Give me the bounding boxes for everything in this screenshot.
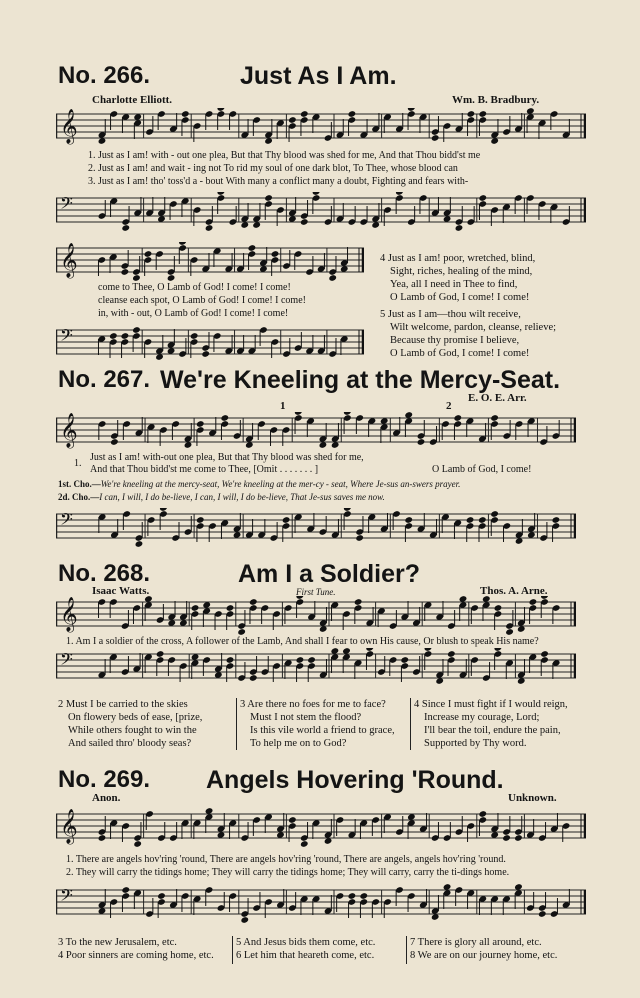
notehead (167, 274, 176, 282)
notehead (307, 656, 316, 664)
hymn-title: Am I a Soldier? (238, 560, 420, 588)
verse-5: 5 Just as I am—thou wilt receive, Wilt welcome, pardon, cleanse, relieve; Because thy promise I believe, O Lamb of God, I come! I come! (380, 309, 557, 359)
column-divider (410, 698, 411, 750)
treble-clef-icon: 𝄞 (60, 243, 78, 278)
notehead (514, 834, 523, 842)
notehead (178, 242, 187, 246)
tune-label: First Tune. (296, 587, 336, 597)
notehead (220, 414, 229, 422)
treble-staff (56, 808, 586, 848)
notehead (109, 332, 118, 340)
notehead (400, 656, 409, 664)
hymn-267-header (58, 366, 150, 394)
bass-staff (56, 508, 576, 550)
notehead (248, 244, 257, 252)
treble-staff (56, 596, 576, 636)
notehead (190, 332, 199, 340)
treble-clef-icon: 𝄞 (60, 413, 78, 448)
notehead (240, 916, 249, 924)
words-credit: Anon. (92, 792, 121, 804)
words-credit: Charlotte Elliott. (92, 94, 173, 106)
lyric-line: Just as I am! with-out one plea, But that Thy blood was shed for me, (90, 452, 364, 463)
notehead (217, 192, 226, 196)
notehead (135, 540, 144, 548)
verse-number: 1. (74, 458, 82, 469)
hymn-number: No. 266. (58, 62, 151, 89)
notehead (424, 648, 433, 652)
bass-staff (56, 884, 586, 926)
notehead (159, 508, 168, 512)
notehead (552, 516, 561, 524)
hymn-title: Angels Hovering 'Round. (206, 766, 504, 794)
notehead (502, 834, 511, 842)
treble-staff (56, 412, 576, 452)
column-divider (236, 698, 237, 750)
hymn-title: We're Kneeling at the Mercy-Seat. (160, 366, 561, 394)
notehead (121, 332, 130, 340)
notehead (365, 648, 374, 652)
notehead (404, 516, 413, 524)
notehead (447, 650, 456, 658)
notehead (282, 516, 291, 524)
notehead (407, 108, 416, 112)
notehead (300, 840, 309, 848)
notehead (132, 326, 141, 334)
bass-staff (56, 324, 364, 364)
treble-staff (56, 242, 364, 282)
notehead (217, 108, 226, 112)
bass-staff (56, 192, 586, 234)
notehead (98, 834, 107, 842)
notehead (191, 604, 200, 612)
notehead (226, 604, 235, 612)
words-credit: Isaac Watts. (92, 585, 150, 597)
notehead (328, 274, 337, 282)
notehead (494, 648, 503, 652)
notehead (110, 438, 119, 446)
verse-3: 3 Are there no foes for me to face? Must I not stem the flood? Is this vile world a friend to grace, To help me on to God? (240, 699, 395, 749)
column-divider (232, 936, 233, 964)
hymn-number: No. 267. (58, 366, 151, 393)
notehead (355, 534, 364, 542)
notehead (294, 412, 303, 416)
lyric-line: And that Thou bidd'st me come to Thee, [Omit . . . . . . . ] (90, 464, 319, 475)
chorus-1: 1st. Cho.—We're kneeling at the mercy-seat, We're kneeling at the mer-cy - seat, Where Je-sus an-swers prayer. (58, 479, 461, 489)
notehead (490, 510, 499, 518)
verse-4: 4 Since I must fight if I would reign, Increase my courage, Lord; I'll bear the toil, endure the pain, Supported by Thy word. (414, 699, 568, 749)
notehead (343, 412, 352, 416)
notehead (132, 274, 141, 282)
bass-clef-icon: 𝄢 (60, 325, 73, 349)
bass-clef-icon: 𝄢 (60, 509, 73, 533)
notehead (181, 110, 190, 118)
verse-7-8: 7 There is glory all around, etc. 8 We are on our journey home, etc. (410, 937, 558, 961)
hymn-title: Just As I Am. (240, 62, 397, 90)
notehead (121, 886, 130, 894)
notehead (226, 656, 235, 664)
bass-clef-icon: 𝄢 (60, 193, 73, 217)
lyric-line: 2. Just as I am! and wait - ing not To rid my soul of one dark blot, To Thee, whose blood can (88, 163, 458, 174)
hymn-number: No. 268. (58, 560, 151, 587)
notehead (121, 268, 130, 276)
verse-5-6: 5 And Jesus bids them come, etc. 6 Let him that heareth come, etc. (236, 937, 376, 961)
notehead (538, 910, 547, 918)
notehead (271, 250, 280, 258)
hymn-269-header (58, 766, 150, 794)
hymn-266-header (58, 62, 150, 90)
notehead (343, 508, 352, 512)
notehead (264, 194, 273, 202)
notehead (312, 192, 321, 196)
bass-staff (56, 648, 576, 690)
lyric-line: 2. They will carry the tidings home; They will carry the tidings home; They will carry, carry the ti-dings home. (66, 867, 510, 878)
notehead (540, 596, 549, 600)
notehead (300, 110, 309, 118)
lyric-line: 1. Am I a soldier of the cross, A follower of the Lamb, And shall I fear to own His cause, Or blush to speak His name? (66, 636, 539, 647)
notehead (529, 598, 538, 606)
notehead (249, 598, 258, 606)
lyric-line: come to Thee, O Lamb of God! I come! I come! (98, 282, 291, 293)
notehead (467, 110, 476, 118)
lyric-line: cleanse each spot, O Lamb of God! I come! I come! (98, 295, 306, 306)
treble-clef-icon: 𝄞 (60, 597, 78, 632)
notehead (359, 892, 368, 900)
verse-2: 2 Must I be carried to the skies On flowery beds of ease, [prize, While others fought to win the And sailed thro' bloody seas? (58, 699, 203, 749)
notehead (354, 598, 363, 606)
lyric-line: in, with - out, O Lamb of God! I come! I come! (98, 308, 289, 319)
ending-1-label: 1 (280, 400, 286, 412)
notehead (540, 650, 549, 658)
notehead (144, 250, 153, 258)
notehead (296, 656, 305, 664)
notehead (395, 192, 404, 196)
notehead (494, 604, 503, 612)
notehead (237, 628, 246, 636)
hymn-number: No. 269. (58, 766, 151, 793)
lyric-line: 3. Just as I am! tho' toss'd a - bout With many a conflict many a doubt, Fighting and fears with- (88, 176, 469, 187)
hymn-268-header (58, 560, 150, 588)
notehead (133, 840, 142, 848)
notehead (156, 650, 165, 658)
verse-3-4: 3 To the new Jerusalem, etc. 4 Poor sinners are coming home, etc. (58, 937, 214, 961)
treble-clef-icon: 𝄞 (60, 109, 78, 144)
notehead (205, 224, 214, 232)
music-credit: E. O. E. Arr. (468, 392, 527, 404)
notehead (417, 438, 426, 446)
notehead (478, 110, 487, 118)
notehead (348, 110, 357, 118)
music-credit: Wm. B. Bradbury. (452, 94, 540, 106)
notehead (249, 674, 258, 682)
notehead (490, 414, 499, 422)
notehead (288, 816, 297, 824)
bass-clef-icon: 𝄢 (60, 885, 73, 909)
notehead (121, 224, 130, 232)
verse-4: 4 Just as I am! poor, wretched, blind, Sight, riches, healing of the mind, Yea, all I need in Thee to find, O Lamb of God, I come! I come! (380, 253, 536, 303)
lyric-line: 1. There are angels hov'ring 'round, There are angels hov'ring 'round, There are angels, angels hov'ring 'round. (66, 854, 506, 865)
lyric-line: O Lamb of God, I come! (432, 464, 532, 475)
notehead (455, 224, 464, 232)
ending-2-label: 2 (446, 400, 452, 412)
notehead (453, 414, 462, 422)
notehead (196, 516, 205, 524)
music-credit: Thos. A. Arne. (480, 585, 548, 597)
treble-clef-icon: 𝄞 (60, 809, 78, 844)
notehead (478, 810, 487, 818)
music-credit: Unknown. (508, 792, 557, 804)
notehead (300, 218, 309, 226)
notehead (478, 516, 487, 524)
notehead (157, 892, 166, 900)
notehead (478, 194, 487, 202)
notehead (296, 596, 305, 600)
notehead (466, 516, 475, 524)
notehead (201, 350, 210, 358)
notehead (431, 134, 440, 142)
notehead (505, 628, 514, 636)
bass-clef-icon: 𝄢 (60, 649, 73, 673)
chorus-2: 2d. Cho.—I can, I will, I do be-lieve, I can, I will, I do be-lieve, That Je-sus saves me now. (58, 492, 385, 502)
notehead (288, 116, 297, 124)
lyric-line: 1. Just as I am! with - out one plea, But that Thy blood was shed for me, And that Thou bidd'st me (88, 150, 481, 161)
treble-staff (56, 108, 586, 148)
column-divider (406, 936, 407, 964)
notehead (196, 420, 205, 428)
notehead (348, 892, 357, 900)
